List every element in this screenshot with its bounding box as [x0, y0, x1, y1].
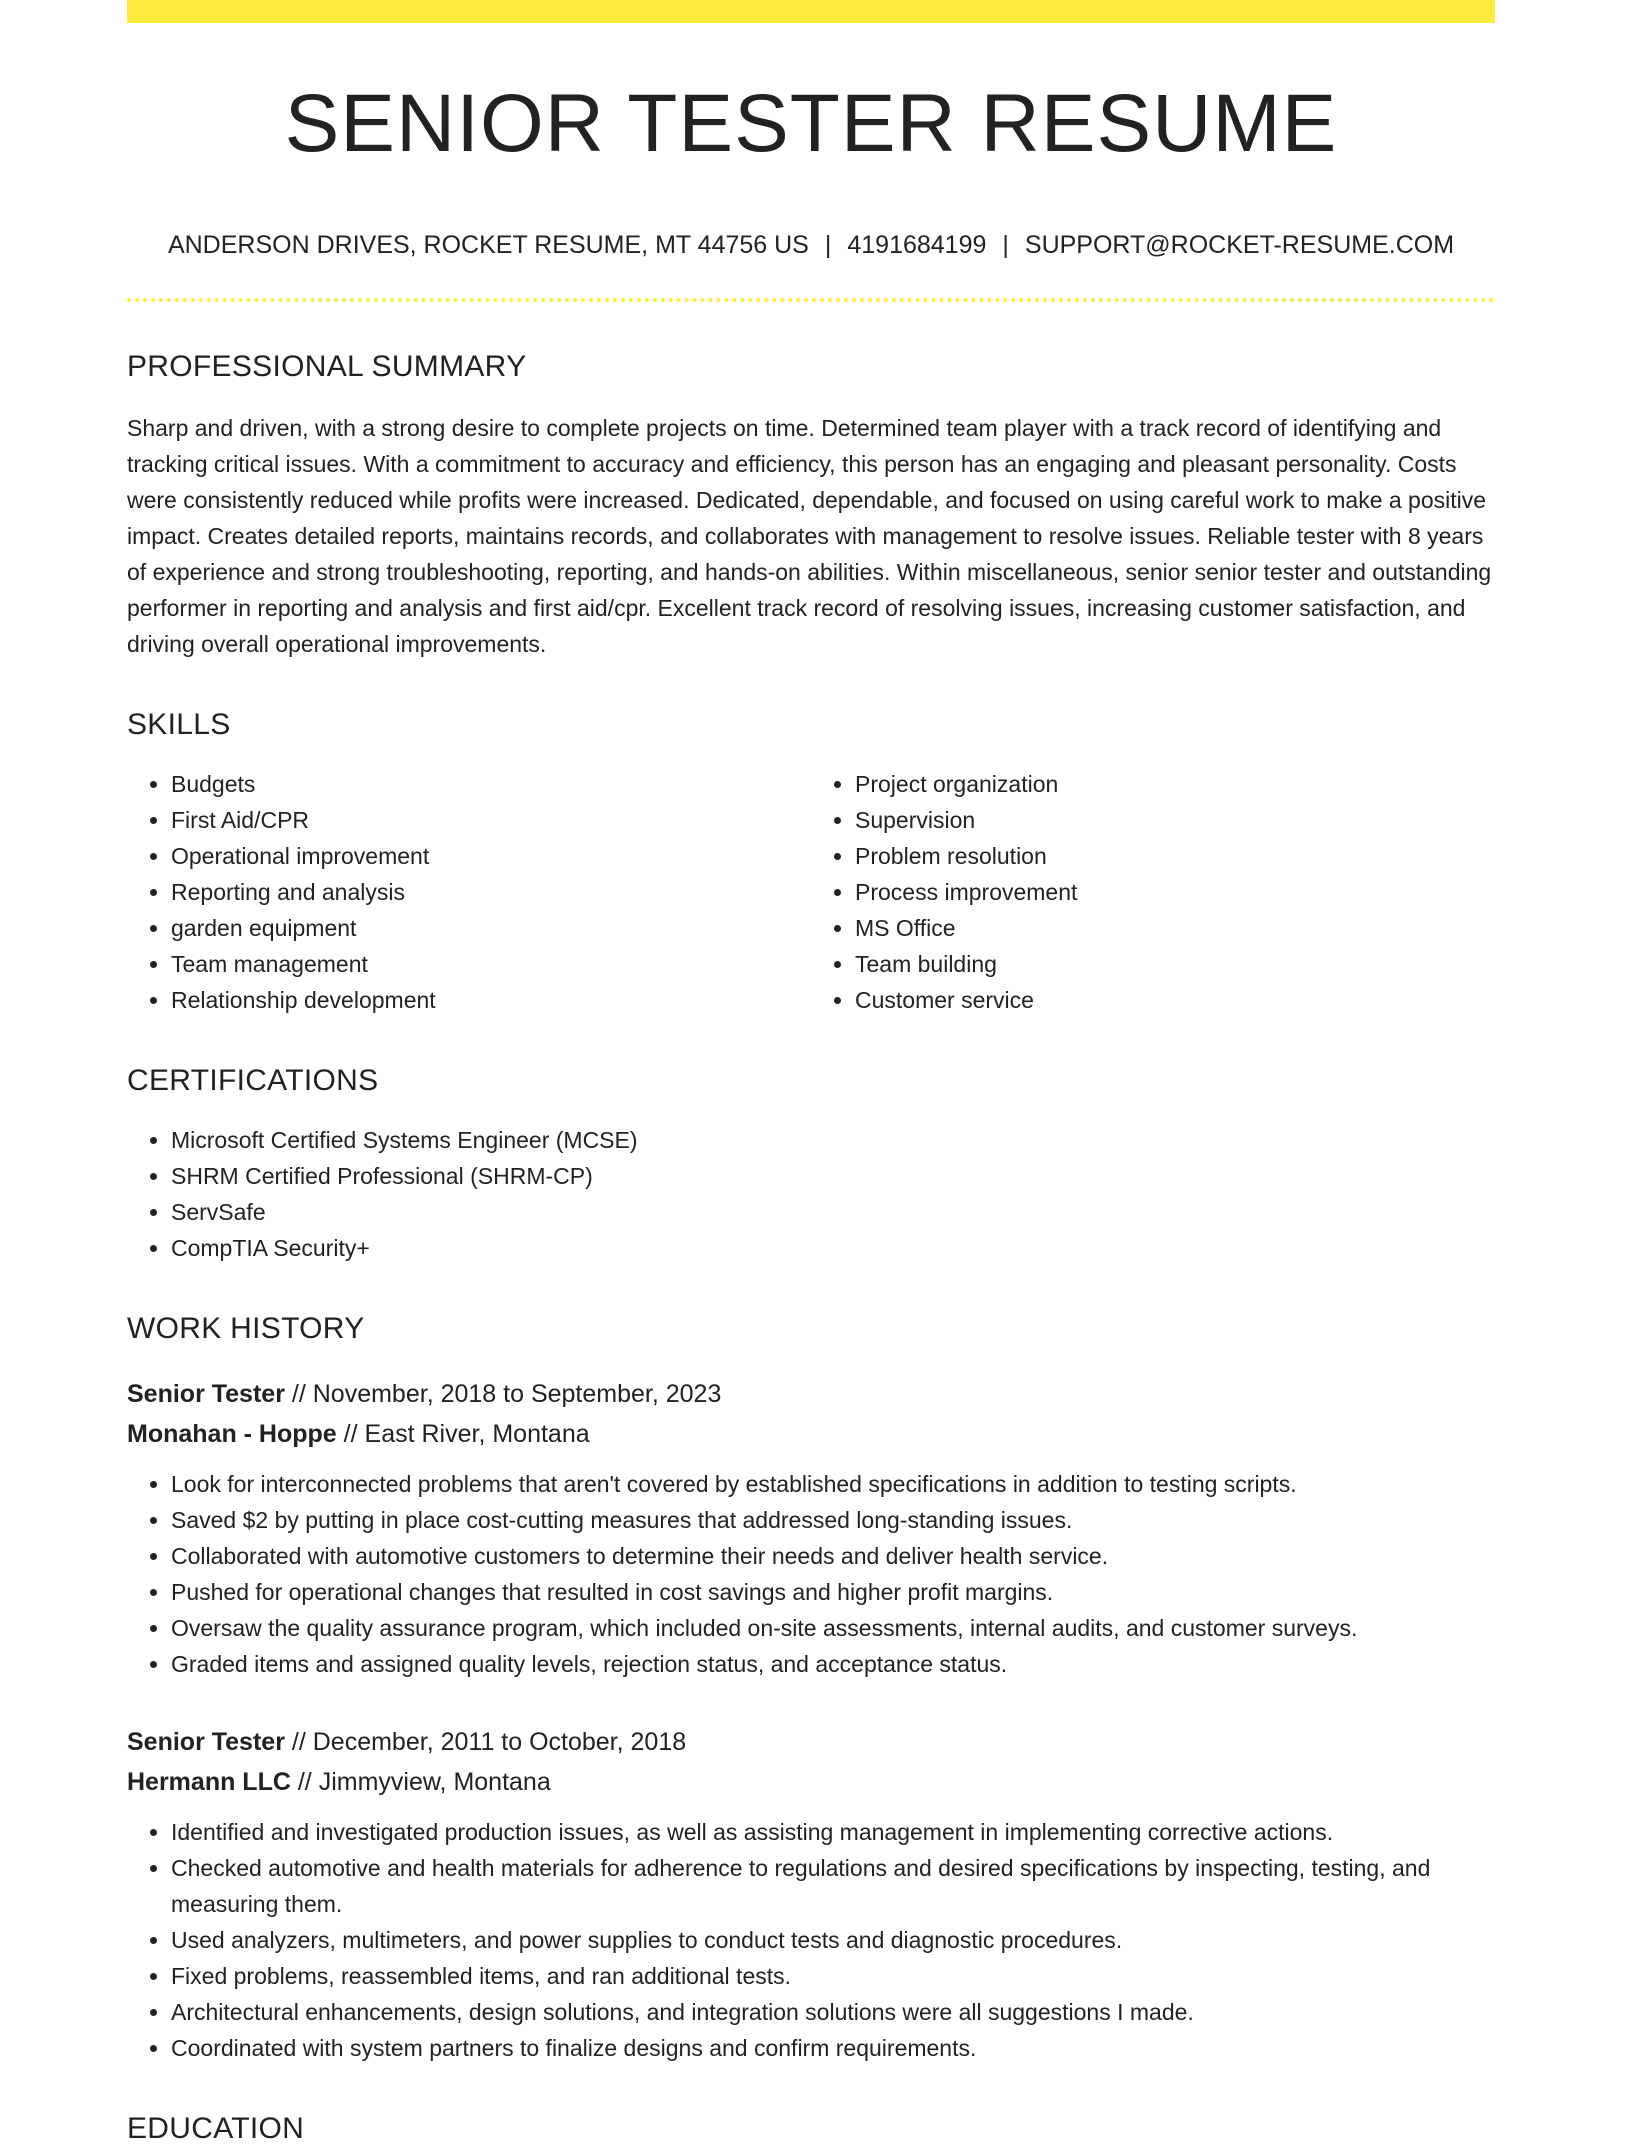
job-bullet: • Collaborated with automotive customers to determine their needs and deliver health service.	[171, 1538, 1495, 1574]
certification-item: • SHRM Certified Professional (SHRM-CP)	[171, 1158, 1495, 1194]
job-location: Jimmyview, Montana	[318, 1768, 551, 1796]
skill-item: • Customer service	[855, 982, 1495, 1018]
job-company-line	[127, 1762, 1495, 1802]
contact-separator: |	[824, 231, 832, 259]
summary-section	[127, 352, 1495, 662]
contact-address: ANDERSON DRIVES, ROCKET RESUME, MT 44756 US	[167, 231, 809, 259]
job-separator: //	[291, 1380, 306, 1408]
skill-item: • Operational improvement	[171, 838, 811, 874]
summary-text: Sharp and driven, with a strong desire to complete projects on time. Determined team player with a track record of identifying and tracking critical issues. With a commitment to accuracy and efficiency, this person has an engaging and pleasant personality. Costs were consistently reduced while profits were increased. Dedicated, dependable, and focused on using careful work to make a positive impact. Creates detailed reports, maintains records, and collaborates with management to resolve issues. Reliable tester with 8 years of experience and strong troubleshooting, reporting, and hands-on abilities. Within miscellaneous, senior senior tester and outstanding performer in reporting and analysis and first aid/cpr. Excellent track record of resolving issues, increasing customer satisfaction, and driving overall operational improvements.	[127, 415, 1492, 657]
job-bullet: • Coordinated with system partners to finalize designs and confirm requirements.	[171, 2030, 1495, 2066]
job-dates: November, 2018 to September, 2023	[312, 1380, 722, 1408]
contact-phone: 4191684199	[847, 231, 987, 259]
skill-item: • Project organization	[855, 766, 1495, 802]
contact-separator: |	[1002, 231, 1009, 259]
certifications-section	[127, 1066, 1495, 1266]
job-entry	[127, 1374, 1495, 1682]
skill-item: • Team management	[171, 946, 811, 982]
job-company: Monahan - Hoppe	[127, 1420, 337, 1448]
job-bullets	[127, 1466, 1495, 1682]
job-bullet: • Fixed problems, reassembled items, and ran additional tests.	[171, 1958, 1495, 1994]
job-bullet: • Used analyzers, multimeters, and power supplies to conduct tests and diagnostic procedures.	[171, 1922, 1495, 1958]
job-bullet: • Saved $2 by putting in place cost-cutting measures that addressed long-standing issues.	[171, 1502, 1495, 1538]
job-company-line	[127, 1414, 1495, 1454]
section-heading: PROFESSIONAL SUMMARY	[127, 350, 527, 383]
education-section	[127, 2114, 1495, 2144]
resume-page	[127, 0, 1495, 2144]
job-separator: //	[297, 1768, 312, 1796]
resume-title: SENIOR TESTER RESUME	[284, 78, 1338, 169]
section-heading: EDUCATION	[127, 2112, 305, 2145]
certifications-list	[127, 1122, 1495, 1266]
skill-item: • First Aid/CPR	[171, 802, 811, 838]
section-heading: WORK HISTORY	[127, 1312, 365, 1345]
skills-section	[127, 710, 1495, 1018]
skill-item: • Budgets	[171, 766, 811, 802]
contact-email: SUPPORT@ROCKET-RESUME.COM	[1024, 231, 1455, 259]
job-separator: //	[291, 1728, 306, 1756]
job-title: Senior Tester	[127, 1380, 285, 1408]
job-bullet: • Identified and investigated production issues, as well as assisting management in implementing corrective actions.	[171, 1814, 1495, 1850]
job-location: East River, Montana	[364, 1420, 590, 1448]
job-title-line	[127, 1722, 1495, 1762]
job-separator: //	[343, 1420, 358, 1448]
job-title: Senior Tester	[127, 1728, 285, 1756]
skill-item: • Supervision	[855, 802, 1495, 838]
job-bullet: • Oversaw the quality assurance program, which included on-site assessments, internal audits, and customer surveys.	[171, 1610, 1495, 1646]
section-heading: CERTIFICATIONS	[127, 1064, 379, 1097]
job-bullet: • Checked automotive and health materials for adherence to regulations and desired specifications by inspecting, testing, and measuring them.	[171, 1850, 1495, 1922]
certification-item: • ServSafe	[171, 1194, 1495, 1230]
header-divider	[127, 298, 1495, 302]
skill-item: • Reporting and analysis	[171, 874, 811, 910]
skill-item: • MS Office	[855, 910, 1495, 946]
skills-list-left	[127, 766, 811, 1018]
job-bullet: • Graded items and assigned quality levels, rejection status, and acceptance status.	[171, 1646, 1495, 1682]
accent-bar	[127, 0, 1495, 23]
certification-item: • CompTIA Security+	[171, 1230, 1495, 1266]
section-heading: SKILLS	[127, 708, 231, 741]
skills-columns	[127, 766, 1495, 1018]
skill-item: • Problem resolution	[855, 838, 1495, 874]
certification-item: • Microsoft Certified Systems Engineer (MCSE)	[171, 1122, 1495, 1158]
work-history-section	[127, 1314, 1495, 2066]
job-bullet: • Look for interconnected problems that aren't covered by established specifications in addition to testing scripts.	[171, 1466, 1495, 1502]
job-company: Hermann LLC	[127, 1768, 291, 1796]
skill-item: • Process improvement	[855, 874, 1495, 910]
contact-line	[127, 233, 1495, 258]
job-bullets	[127, 1814, 1495, 2066]
job-bullet: • Pushed for operational changes that resulted in cost savings and higher profit margins.	[171, 1574, 1495, 1610]
skills-list-right	[811, 766, 1495, 1018]
job-bullet: • Architectural enhancements, design solutions, and integration solutions were all suggestions I made.	[171, 1994, 1495, 2030]
skill-item: • Relationship development	[171, 982, 811, 1018]
job-dates: December, 2011 to October, 2018	[312, 1728, 687, 1756]
job-entry	[127, 1722, 1495, 2066]
job-title-line	[127, 1374, 1495, 1414]
skill-item: • Team building	[855, 946, 1495, 982]
skill-item: • garden equipment	[171, 910, 811, 946]
